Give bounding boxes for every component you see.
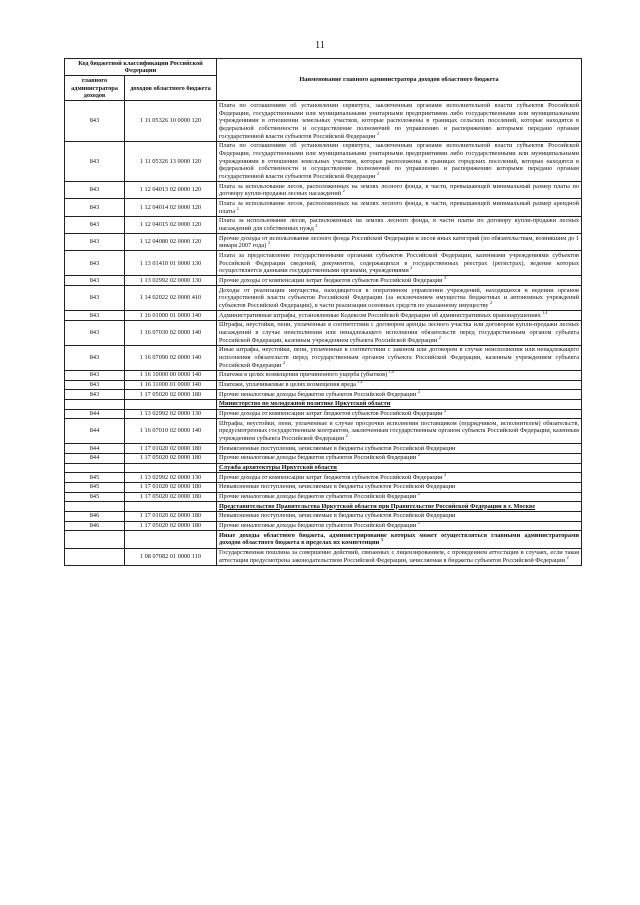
income-name-cell [217, 199, 582, 216]
footnote-marker: 2 [282, 359, 285, 365]
income-name-text: Иные доходы областного бюджета, администрирование которых может осуществляться главными администраторами доходов областного бюджета в пределах их компетенции [219, 531, 579, 547]
income-code-cell: 1 17 01020 02 0000 180 [125, 444, 217, 454]
admin-code-cell: 845 [65, 482, 125, 492]
footnote-marker: 2 [376, 170, 379, 176]
footnote-marker: 2 [438, 334, 441, 340]
income-name-text: Прочие доходы от компенсации затрат бюджетов субъектов Российской Федерации [219, 410, 443, 418]
footnote-marker: 2 [444, 274, 447, 280]
income-name-text: Платежи в целях возмещения причиненного ущерба (убытков) [219, 371, 388, 379]
table-row [65, 492, 582, 502]
income-name-cell [217, 419, 582, 444]
income-name-text: Плата за использование лесов, расположенных на землях лесного фонда, в части, превышающей минимальный размер арендной платы [219, 199, 579, 215]
income-code-cell: 1 17 05020 02 0000 180 [125, 521, 217, 531]
income-name-cell [217, 399, 582, 409]
income-code-cell: 1 12 04014 02 0000 120 [125, 199, 217, 216]
income-name-cell [217, 141, 582, 181]
table-row [65, 216, 582, 233]
footnote-marker: 1,4 [388, 369, 394, 375]
income-name-cell [217, 380, 582, 390]
income-name-text: Прочие доходы от компенсации затрат бюджетов субъектов Российской Федерации [219, 473, 443, 481]
admin-code-cell: 843 [65, 276, 125, 286]
income-name-cell [217, 453, 582, 463]
section-row [65, 399, 582, 409]
income-name-cell [217, 345, 582, 370]
table-row [65, 419, 582, 444]
admin-code-cell: 844 [65, 409, 125, 419]
admin-code-cell: 844 [65, 419, 125, 444]
admin-code-cell [65, 463, 125, 473]
income-name-cell [217, 234, 582, 251]
income-name-text: Прочие доходы от использования лесного фонда Российской Федерации и лесов иных категорий (по обязательствам, возникшим до 1 января 2007 года) [219, 234, 579, 250]
admin-code-cell: 844 [65, 444, 125, 454]
income-code-cell: 1 17 05020 02 0000 180 [125, 492, 217, 502]
income-name-cell [217, 511, 582, 521]
admin-code-cell: 846 [65, 521, 125, 531]
admin-code-cell: 843 [65, 199, 125, 216]
admin-code-cell: 843 [65, 234, 125, 251]
income-name-text: Невыясненные поступления, зачисляемые в бюджеты субъектов Российской Федерации [219, 512, 456, 520]
table-row [65, 199, 582, 216]
admin-code-cell [65, 502, 125, 512]
admin-code-cell: 844 [65, 453, 125, 463]
section-row [65, 463, 582, 473]
income-name-text: Прочие доходы от компенсации затрат бюджетов субъектов Российской Федерации [219, 276, 443, 284]
admin-code-cell: 843 [65, 182, 125, 199]
income-name-cell [217, 463, 582, 473]
income-code-cell: 1 16 07090 02 0000 140 [125, 345, 217, 370]
income-name-text: Прочие неналоговые доходы бюджетов субъектов Российской Федерации [219, 454, 417, 462]
income-name-cell [217, 370, 582, 380]
admin-code-cell [65, 548, 125, 565]
admin-code-cell: 845 [65, 492, 125, 502]
footnote-marker: 1,4 [542, 309, 548, 315]
income-name-cell [217, 409, 582, 419]
footnote-marker: 2 [417, 491, 420, 496]
header-code: доходов областного бюджета [125, 76, 217, 101]
footnote-marker: 2 [410, 265, 413, 271]
income-name-cell [217, 311, 582, 321]
table-row [65, 548, 582, 565]
header-group: Код бюджетной классификации Российской Федерации [65, 59, 217, 76]
footnote-marker: 2 [490, 299, 493, 305]
income-code-cell: 1 11 05326 13 0000 120 [125, 141, 217, 181]
table-row [65, 345, 582, 370]
income-name-cell [217, 276, 582, 286]
income-code-cell: 1 11 05326 10 0000 120 [125, 101, 217, 141]
income-name-cell [217, 320, 582, 345]
income-code-cell: 1 17 05020 02 0000 180 [125, 390, 217, 400]
admin-code-cell: 843 [65, 380, 125, 390]
table-row [65, 101, 582, 141]
section-row [65, 502, 582, 512]
income-name-cell [217, 548, 582, 565]
footnote-marker: 2 [417, 388, 420, 394]
income-name-text: Невыясненные поступления, зачисляемые в бюджеты субъектов Российской Федерации [219, 444, 456, 452]
admin-code-cell [65, 531, 125, 548]
budget-classification-table [64, 58, 582, 566]
income-name-cell [217, 251, 582, 276]
admin-code-cell: 843 [65, 141, 125, 181]
admin-code-cell: 845 [65, 473, 125, 483]
income-name-cell [217, 216, 582, 233]
income-name-cell [217, 101, 582, 141]
income-code-cell: 1 16 01000 01 0000 140 [125, 311, 217, 321]
footnote-marker: 2 [417, 452, 420, 458]
income-name-text: Государственная пошлина за совершение действий, связанных с лицензированием, с проведением аттестации в случаях, если такая аттестация предусмотрена законодательством Российской Федерации, зачисляемая в бюджеты субъектов Российской Федерации [219, 549, 579, 564]
table-row [65, 311, 582, 321]
income-name-text: Прочие неналоговые доходы бюджетов субъектов Российской Федерации [219, 493, 417, 501]
footnote-marker: 3 [380, 537, 383, 543]
table-row [65, 370, 582, 380]
footnote-marker: 2 [315, 222, 318, 228]
admin-code-cell: 843 [65, 370, 125, 380]
income-name-text: Штрафы, неустойки, пени, уплаченные в соответствии с договором аренды лесного участка или договором купли-продажи лесных насаждений в случае неисполнения или ненадлежащего исполнения обязательств перед государственным органом субъекта Российской Федерации, казенным учреждением субъекта Российской Федерации [219, 321, 579, 344]
income-code-cell: 1 14 02022 02 0000 410 [125, 286, 217, 311]
income-code-cell: 1 16 07030 02 0000 140 [125, 320, 217, 345]
table-body [65, 101, 582, 566]
income-code-cell [125, 463, 217, 473]
income-name-cell [217, 286, 582, 311]
admin-code-cell: 843 [65, 216, 125, 233]
income-name-text: Прочие неналоговые доходы бюджетов субъектов Российской Федерации [219, 522, 417, 530]
table-row [65, 182, 582, 199]
income-code-cell: 1 13 01410 01 0000 130 [125, 251, 217, 276]
table-row [65, 380, 582, 390]
admin-code-cell: 843 [65, 390, 125, 400]
table-row [65, 390, 582, 400]
table-row [65, 141, 582, 181]
income-name-text: Административные штрафы, установленные Кодексом Российской Федерации об административных правонарушениях [219, 311, 541, 319]
section-row [65, 531, 582, 548]
admin-code-cell: 843 [65, 286, 125, 311]
income-name-text: Иные штрафы, неустойки, пени, уплаченные в соответствии с законом или договором в случае неисполнения или ненадлежащего исполнения обязательств перед государственным органом субъекта Российской Федерации, казенным учреждением субъекта Российской Федерации [219, 346, 579, 369]
income-code-cell: 1 17 01020 02 0000 180 [125, 482, 217, 492]
admin-code-cell [65, 399, 125, 409]
income-code-cell: 1 16 07010 02 0000 140 [125, 419, 217, 444]
income-name-text: Доходы от реализации имущества, находящегося в оперативном управлении учреждений, находящихся в ведении органов государственной власти субъектов Российской Федерации (за исключением имущества бюджетных и автономных учреждений субъектов Российской Федерации), в части реализации основных средств по указанному имуществу [219, 286, 579, 309]
income-code-cell: 1 17 05020 02 0000 180 [125, 453, 217, 463]
admin-code-cell: 843 [65, 320, 125, 345]
footnote-marker: 2 [444, 471, 447, 477]
income-name-cell [217, 482, 582, 492]
income-name-cell [217, 390, 582, 400]
income-name-text: Министерство по молодежной политике Иркутской области [219, 400, 391, 408]
page-number: 11 [315, 40, 325, 51]
income-code-cell [125, 502, 217, 512]
income-name-text: Плата за использование лесов, расположенных на землях лесного фонда, в части, превышающей минимальный размер платы по договору купли-продажи лесных насаждений [219, 182, 579, 198]
income-name-cell [217, 182, 582, 199]
income-code-cell: 1 12 04080 02 0000 120 [125, 234, 217, 251]
footnote-marker: 2 [444, 407, 447, 413]
income-code-cell: 1 08 07082 01 0000 110 [125, 548, 217, 565]
header-name: Наименование главного администратора доходов областного бюджета [217, 59, 582, 101]
income-code-cell: 1 13 02992 02 0000 130 [125, 473, 217, 483]
income-name-text: Плата за предоставление государственными органами субъектов Российской Федерации, казенными учреждениями субъектов Российской Федерации сведений, документов, содержащихся в государственных реестрах (регистрах), ведение которых осуществляется данными государственными органами, учреждениями [219, 251, 579, 275]
footnote-marker: 2 [345, 432, 348, 438]
income-code-cell: 1 13 02992 02 0000 130 [125, 409, 217, 419]
income-name-cell [217, 502, 582, 512]
table-row [65, 286, 582, 311]
income-name-text: Представительство Правительства Иркутской области при Правительстве Российской Федерации в г. Москве [219, 502, 536, 510]
header-admin: главного администратора доходов [65, 76, 125, 101]
income-code-cell: 1 17 01020 02 0000 180 [125, 511, 217, 521]
income-name-text: Служба архитектуры Иркутской области [219, 464, 337, 472]
table-row [65, 482, 582, 492]
income-name-cell [217, 521, 582, 531]
table-row [65, 251, 582, 276]
income-code-cell: 1 12 04015 02 0000 120 [125, 216, 217, 233]
income-name-cell [217, 444, 582, 454]
table-row [65, 511, 582, 521]
table-row [65, 521, 582, 531]
income-code-cell [125, 399, 217, 409]
income-code-cell: 1 16 11000 01 0000 140 [125, 380, 217, 390]
table-row [65, 453, 582, 463]
admin-code-cell: 843 [65, 251, 125, 276]
admin-code-cell: 843 [65, 311, 125, 321]
income-code-cell [125, 531, 217, 548]
income-name-text: Плата по соглашениям об установлении сервитута, заключенным органами исполнительной власти субъектов Российской Федерации, государственными или муниципальными унитарными предприятиями либо государственными или муниципальными учреждениями в отношении земельных участков, которые расположены в границах городских поселений, которые находятся в федеральной собственности и осуществление полномочий по управлению и распоряжению которыми передано органам государственной власти субъектов Российской Федерации [219, 142, 579, 180]
table-row [65, 409, 582, 419]
income-code-cell: 1 16 10000 00 0000 140 [125, 370, 217, 380]
footnote-marker: 2 [376, 130, 379, 136]
income-name-text: Невыясненные поступления, зачисляемые в бюджеты субъектов Российской Федерации [219, 483, 456, 491]
table-row [65, 234, 582, 251]
table-row [65, 276, 582, 286]
footnote-marker: 2 [566, 554, 569, 560]
income-code-cell: 1 13 02992 02 0000 130 [125, 276, 217, 286]
income-code-cell: 1 12 04013 02 0000 120 [125, 182, 217, 199]
footnote-marker: 2 [417, 520, 420, 526]
table-row [65, 444, 582, 454]
footnote-marker: 2 [342, 188, 345, 194]
admin-code-cell: 843 [65, 345, 125, 370]
table-row [65, 320, 582, 345]
income-name-cell [217, 473, 582, 483]
admin-code-cell: 846 [65, 511, 125, 521]
income-name-cell [217, 531, 582, 548]
income-name-text: Прочие неналоговые доходы бюджетов субъектов Российской Федерации [219, 390, 417, 398]
income-name-text: Штрафы, неустойки, пени, уплаченные в случае просрочки исполнения поставщиком (подрядчиком, исполнителем) обязательств, предусмотренных государственным контрактом, заключенным государственным органом субъекта Российской Федерации, казенным учреждением субъекта Российской Федерации [219, 419, 579, 443]
income-name-text: Платежи, уплачиваемые в целях возмещения вреда [219, 381, 356, 389]
table-row [65, 473, 582, 483]
income-name-cell [217, 492, 582, 502]
income-name-text: Плата за использование лесов, расположенных на землях лесного фонда, в части платы по договору купли-продажи лесных насаждений для собственных нужд [219, 217, 579, 232]
footnote-marker: 1,4 [357, 378, 363, 384]
footnote-marker: 2 [236, 205, 239, 211]
footnote-marker: 2 [267, 240, 270, 246]
admin-code-cell: 843 [65, 101, 125, 141]
income-name-text: Плата по соглашениям об установлении сервитута, заключенным органами исполнительной власти субъектов Российской Федерации, государственными или муниципальными унитарными предприятиями либо государственными или муниципальными учреждениями в отношении земельных участков, которые расположены в границах сельских поселений, которые находятся в федеральной собственности и осуществление полномочий по управлению и распоряжению которыми передано органам государственной власти субъектов Российской Федерации [219, 101, 579, 140]
